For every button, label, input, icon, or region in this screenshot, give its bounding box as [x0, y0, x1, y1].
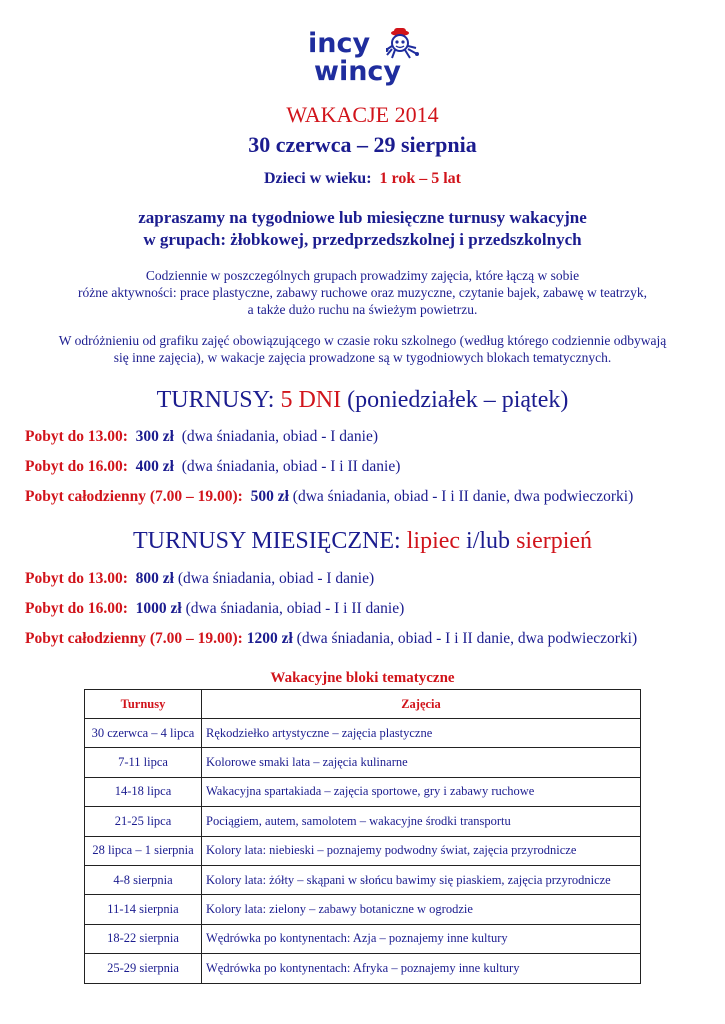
thematic-blocks-table: [84, 689, 641, 984]
heading-text: TURNUSY MIESIĘCZNE:: [132, 528, 401, 554]
turnus-activity: Kolorowe smaki lata – zajęcia kulinarne: [202, 748, 641, 777]
heading-conjunction: i/lub: [466, 528, 511, 554]
invitation-line: w grupach: żłobkowej, przedprzedszkolnej i przedszkolnych: [143, 230, 582, 249]
intro-paragraph-1: [0, 267, 725, 318]
weekly-heading: [0, 386, 725, 414]
turnus-dates: 30 czerwca – 4 lipca: [85, 719, 202, 748]
turnus-activity: Kolory lata: zielony – zabawy botaniczne w ogrodzie: [202, 895, 641, 924]
age-label: Dzieci w wieku:: [263, 170, 372, 187]
weekly-price-row: [25, 428, 378, 446]
stay-label: Pobyt do 13.00:: [25, 428, 128, 445]
turnus-activity: Wakacyjna spartakiada – zajęcia sportowe, gry i zabawy ruchowe: [202, 777, 641, 806]
turnus-activity: Wędrówka po kontynentach: Azja – poznajemy inne kultury: [202, 924, 641, 953]
blocks-table-title: Wakacyjne bloki tematyczne: [270, 670, 455, 686]
turnus-activity: Rękodziełko artystyczne – zajęcia plastyczne: [202, 719, 641, 748]
turnus-activity: Pociągiem, autem, samolotem – wakacyjne środki transportu: [202, 807, 641, 836]
paragraph-line: a także dużo ruchu na świeżym powietrzu.: [247, 302, 478, 317]
table-row: [85, 954, 641, 983]
table-row: [85, 777, 641, 806]
table-row: [85, 895, 641, 924]
stay-price: 1000 zł: [135, 600, 182, 617]
paragraph-line: się inne zajęcia), w wakacje zajęcia prowadzone są w tygodniowych blokach tematycznych.: [113, 350, 612, 365]
column-header-zajecia: Zajęcia: [202, 690, 641, 719]
turnus-activity: Kolory lata: niebieski – poznajemy podwodny świat, zajęcia przyrodnicze: [202, 836, 641, 865]
stay-price: 500 zł: [250, 488, 289, 505]
heading-text: TURNUSY:: [156, 387, 275, 413]
heading-days-range: (poniedziałek – piątek): [347, 387, 569, 413]
age-range: 1 rok – 5 lat: [379, 170, 461, 187]
table-row: [85, 865, 641, 894]
paragraph-line: Codziennie w poszczególnych grupach prowadzimy zajęcia, które łączą w sobie: [145, 268, 580, 283]
weekly-price-row: [25, 488, 633, 506]
stay-price: 300 zł: [135, 428, 174, 445]
stay-label: Pobyt do 13.00:: [25, 570, 128, 587]
table-row: [85, 924, 641, 953]
stay-price: 1200 zł: [246, 630, 293, 647]
intro-paragraph-2: [0, 332, 725, 366]
heading-month: lipiec: [406, 528, 461, 554]
stay-label: Pobyt całodzienny (7.00 – 19.00):: [25, 630, 243, 647]
table-row: [85, 807, 641, 836]
monthly-heading: [0, 527, 725, 555]
monthly-price-row: [25, 630, 637, 648]
spider-mascot-icon: [386, 28, 422, 68]
column-header-turnusy: Turnusy: [85, 690, 202, 719]
stay-label: Pobyt do 16.00:: [25, 458, 128, 475]
turnus-dates: 14-18 lipca: [85, 777, 202, 806]
stay-price: 400 zł: [135, 458, 174, 475]
table-header-row: [85, 690, 641, 719]
turnus-dates: 28 lipca – 1 sierpnia: [85, 836, 202, 865]
stay-price: 800 zł: [135, 570, 174, 587]
invitation-line: zapraszamy na tygodniowe lub miesięczne turnusy wakacyjne: [138, 208, 587, 227]
page-title: WAKACJE 2014: [286, 102, 439, 127]
stay-description: (dwa śniadania, obiad - I i II danie, dwa podwieczorki): [292, 488, 634, 505]
logo-word-wincy: wincy: [314, 56, 402, 87]
turnus-dates: 21-25 lipca: [85, 807, 202, 836]
weekly-price-row: [25, 458, 400, 476]
table-row: [85, 836, 641, 865]
monthly-price-row: [25, 600, 404, 618]
logo-word-incy: incy: [308, 28, 371, 59]
paragraph-line: różne aktywności: prace plastyczne, zabawy ruchowe oraz muzyczne, czytanie bajek, zabawę w teatrzyk,: [78, 285, 647, 300]
table-row: [85, 748, 641, 777]
stay-description: (dwa śniadania, obiad - I danie): [181, 428, 378, 445]
stay-label: Pobyt całodzienny (7.00 – 19.00):: [25, 488, 243, 505]
season-dates: 30 czerwca – 29 sierpnia: [248, 132, 477, 157]
age-info: [0, 170, 725, 188]
stay-description: (dwa śniadania, obiad - I danie): [177, 570, 375, 587]
turnus-activity: Kolory lata: żółty – skąpani w słońcu bawimy się piaskiem, zajęcia przyrodnicze: [202, 865, 641, 894]
stay-label: Pobyt do 16.00:: [25, 600, 128, 617]
heading-days: 5 DNI: [280, 387, 342, 413]
turnus-dates: 25-29 sierpnia: [85, 954, 202, 983]
paragraph-line: W odróżnieniu od grafiku zajęć obowiązującego w czasie roku szkolnego (według którego codziennie odbywają: [58, 333, 667, 348]
heading-month: sierpień: [516, 528, 593, 554]
turnus-dates: 4-8 sierpnia: [85, 865, 202, 894]
invitation-text: [0, 207, 725, 251]
turnus-dates: 18-22 sierpnia: [85, 924, 202, 953]
turnus-dates: 7-11 lipca: [85, 748, 202, 777]
stay-description: (dwa śniadania, obiad - I i II danie): [181, 458, 401, 475]
monthly-price-row: [25, 570, 374, 588]
stay-description: (dwa śniadania, obiad - I i II danie): [185, 600, 405, 617]
stay-description: (dwa śniadania, obiad - I i II danie, dwa podwieczorki): [296, 630, 638, 647]
incy-wincy-logo: [300, 28, 430, 94]
turnus-activity: Wędrówka po kontynentach: Afryka – poznajemy inne kultury: [202, 954, 641, 983]
turnus-dates: 11-14 sierpnia: [85, 895, 202, 924]
table-row: [85, 719, 641, 748]
